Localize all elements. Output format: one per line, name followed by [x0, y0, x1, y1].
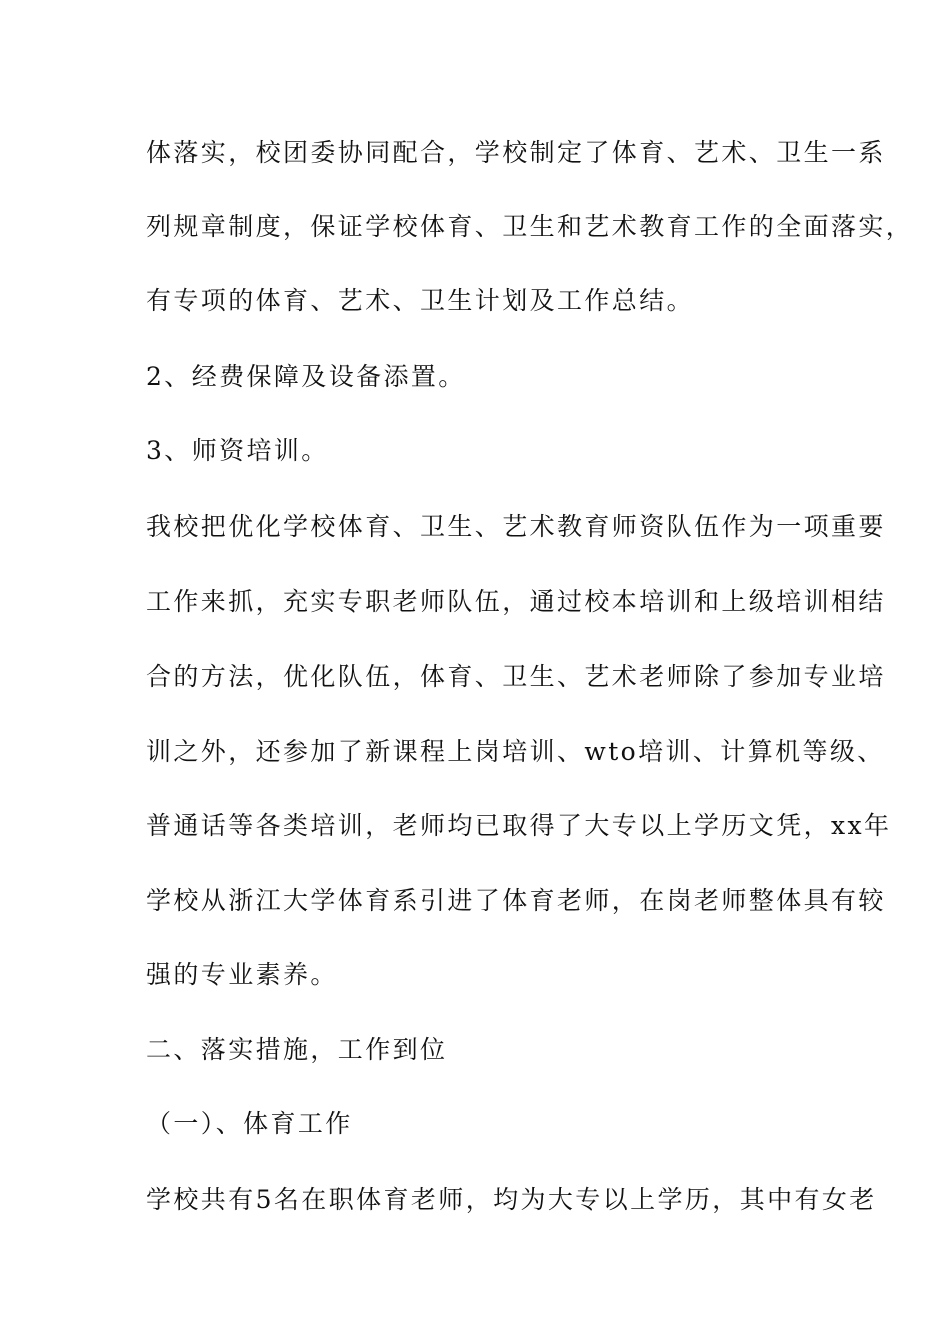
text-line: 工作来抓，充实专职老师队伍，通过校本培训和上级培训相结 [146, 587, 886, 616]
section-item-heading: 2、经费保障及设备添置。 [146, 362, 466, 391]
text-line: 列规章制度，保证学校体育、卫生和艺术教育工作的全面落实， [146, 212, 914, 241]
text-line: 体落实，校团委协同配合，学校制定了体育、艺术、卫生一系 [146, 138, 886, 167]
text-line: 学校共有5名在职体育老师，均为大专以上学历，其中有女老 [146, 1185, 877, 1214]
section-item-heading: 3、师资培训。 [146, 436, 329, 465]
text-line: 合的方法，优化队伍，体育、卫生、艺术老师除了参加专业培 [146, 662, 886, 691]
text-line: 有专项的体育、艺术、卫生计划及工作总结。 [146, 286, 695, 315]
text-line: 学校从浙江大学体育系引进了体育老师，在岗老师整体具有较 [146, 886, 886, 915]
subsection-heading: （一）、体育工作 [146, 1109, 353, 1138]
text-line: 强的专业素养。 [146, 960, 338, 989]
text-line: 普通话等各类培训，老师均已取得了大专以上学历文凭，xx年 [146, 811, 892, 840]
text-line: 我校把优化学校体育、卫生、艺术教育师资队伍作为一项重要 [146, 512, 886, 541]
text-line: 训之外，还参加了新课程上岗培训、wto培训、计算机等级、 [146, 737, 885, 766]
section-heading: 二、落实措施，工作到位 [146, 1035, 448, 1064]
